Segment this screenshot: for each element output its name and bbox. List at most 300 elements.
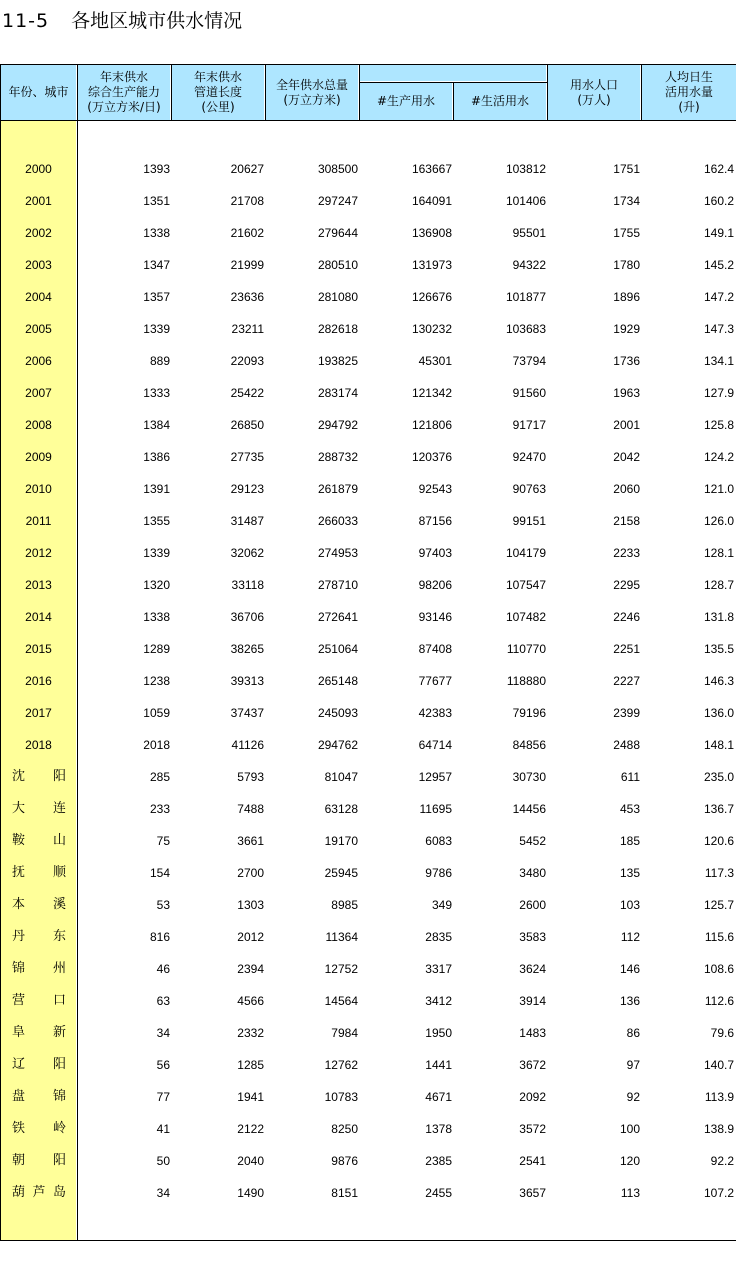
- header-production: [360, 83, 452, 120]
- table-row: [0, 729, 736, 761]
- city-char: 沈: [12, 769, 26, 784]
- population-cell: 2233: [613, 546, 640, 560]
- pipeline-cell: 7488: [237, 802, 264, 816]
- total-supply-cell: 81047: [324, 770, 358, 784]
- total-supply-cell: 266033: [317, 514, 358, 528]
- population-cell: 2295: [613, 578, 640, 592]
- population-cell: 453: [619, 802, 640, 816]
- capacity-cell: 34: [156, 1186, 170, 1200]
- per-capita-cell: 128.7: [703, 578, 734, 592]
- production-cell: 120376: [411, 450, 452, 464]
- header-pipeline-line3: (公里): [201, 100, 235, 114]
- population-cell: 2251: [613, 642, 640, 656]
- row-city-label: [12, 857, 66, 889]
- total-supply-cell: 8151: [331, 1186, 358, 1200]
- city-char: 葫: [12, 1185, 26, 1200]
- table-row: [0, 601, 736, 633]
- pipeline-cell: 1303: [237, 898, 264, 912]
- table-title: 各地区城市供水情况: [71, 10, 243, 32]
- population-cell: 135: [619, 866, 640, 880]
- header-population-line1: 用水人口: [569, 77, 618, 92]
- pipeline-cell: 29123: [230, 482, 264, 496]
- total-supply-cell: 63128: [324, 802, 358, 816]
- page-title: [2, 6, 242, 33]
- per-capita-cell: 138.9: [703, 1122, 734, 1136]
- pipeline-cell: 22093: [230, 354, 264, 368]
- per-capita-cell: 126.0: [703, 514, 734, 528]
- total-supply-cell: 14564: [324, 994, 358, 1008]
- capacity-cell: 53: [156, 898, 170, 912]
- city-char: 连: [52, 801, 66, 816]
- row-year-label: 2001: [25, 194, 52, 208]
- per-capita-cell: 148.1: [703, 738, 734, 752]
- per-capita-cell: 125.8: [703, 418, 734, 432]
- pipeline-cell: 2700: [237, 866, 264, 880]
- city-char: 本: [12, 897, 26, 912]
- production-cell: 131973: [411, 258, 452, 272]
- row-year-label: 2015: [25, 642, 52, 656]
- total-supply-cell: 9876: [331, 1154, 358, 1168]
- table-row: [0, 409, 736, 441]
- production-cell: 42383: [418, 706, 452, 720]
- header-capacity-line1: 年末供水: [99, 70, 148, 84]
- per-capita-cell: 115.6: [704, 930, 734, 944]
- pipeline-cell: 23636: [230, 290, 264, 304]
- header-per-capita: [642, 65, 736, 120]
- domestic-cell: 101406: [505, 194, 546, 208]
- table-row: [0, 1177, 736, 1209]
- total-supply-cell: 279644: [317, 226, 358, 240]
- production-cell: 2455: [425, 1186, 452, 1200]
- city-char: 营: [12, 993, 26, 1008]
- domestic-cell: 2600: [519, 898, 546, 912]
- production-cell: 77677: [418, 674, 452, 688]
- pipeline-cell: 3661: [237, 834, 264, 848]
- production-cell: 126676: [411, 290, 452, 304]
- row-city-label: [12, 1177, 66, 1209]
- row-city-label: [12, 889, 66, 921]
- population-cell: 120: [619, 1154, 640, 1168]
- per-capita-cell: 113.9: [704, 1090, 734, 1104]
- header-percap-line1: 人均日生: [664, 70, 713, 84]
- per-capita-cell: 140.7: [703, 1058, 734, 1072]
- per-capita-cell: 146.3: [703, 674, 734, 688]
- total-supply-cell: 251064: [317, 642, 358, 656]
- city-char: 抚: [12, 865, 26, 880]
- total-supply-cell: 272641: [317, 610, 358, 624]
- capacity-cell: 63: [156, 994, 170, 1008]
- table-row: [0, 665, 736, 697]
- per-capita-cell: 147.3: [703, 322, 734, 336]
- total-supply-cell: 261879: [317, 482, 358, 496]
- total-supply-cell: 11364: [325, 930, 358, 944]
- pipeline-cell: 1941: [237, 1090, 264, 1104]
- row-year-label: 2013: [25, 578, 52, 592]
- pipeline-cell: 32062: [230, 546, 264, 560]
- population-cell: 146: [619, 962, 640, 976]
- capacity-cell: 56: [156, 1058, 170, 1072]
- capacity-cell: 233: [149, 802, 170, 816]
- capacity-cell: 1339: [143, 546, 170, 560]
- table-row: [0, 857, 736, 889]
- rule-col5: [453, 82, 454, 121]
- row-year-label: 2003: [25, 258, 52, 272]
- row-year-label: 2018: [25, 738, 52, 752]
- production-cell: 87408: [418, 642, 452, 656]
- total-supply-cell: 245093: [317, 706, 358, 720]
- per-capita-cell: 135.5: [703, 642, 734, 656]
- city-char: 鞍: [12, 833, 26, 848]
- rule-col7: [641, 64, 642, 121]
- capacity-cell: 1393: [143, 162, 170, 176]
- header-blank-top: [360, 65, 546, 81]
- header-domestic-label: #生活用水: [470, 94, 530, 108]
- production-cell: 9786: [425, 866, 452, 880]
- population-cell: 97: [626, 1058, 640, 1072]
- total-supply-cell: 25945: [324, 866, 358, 880]
- production-cell: 6083: [425, 834, 452, 848]
- pipeline-cell: 2122: [237, 1122, 264, 1136]
- total-supply-cell: 281080: [317, 290, 358, 304]
- capacity-cell: 2018: [143, 738, 170, 752]
- city-char: 朝: [12, 1153, 26, 1168]
- population-cell: 113: [620, 1186, 640, 1200]
- domestic-cell: 73794: [512, 354, 546, 368]
- header-percap-line2: 活用水量: [664, 85, 713, 99]
- domestic-cell: 79196: [512, 706, 546, 720]
- row-city-label: [12, 793, 66, 825]
- table-row: [0, 569, 736, 601]
- row-year-label: 2000: [25, 162, 52, 176]
- row-year-label: 2016: [25, 674, 52, 688]
- production-cell: 349: [431, 898, 452, 912]
- total-supply-cell: 12762: [324, 1058, 358, 1072]
- row-city-label: [12, 1017, 66, 1049]
- per-capita-cell: 108.6: [703, 962, 734, 976]
- pipeline-cell: 20627: [230, 162, 264, 176]
- per-capita-cell: 136.0: [703, 706, 734, 720]
- domestic-cell: 103812: [505, 162, 546, 176]
- per-capita-cell: 128.1: [703, 546, 734, 560]
- rule-header-bottom: [0, 120, 736, 121]
- rule-col6: [547, 64, 548, 121]
- table-row: [0, 953, 736, 985]
- domestic-cell: 107547: [505, 578, 546, 592]
- population-cell: 1963: [613, 386, 640, 400]
- domestic-cell: 2092: [519, 1090, 546, 1104]
- table-row: [0, 537, 736, 569]
- production-cell: 3412: [425, 994, 452, 1008]
- pipeline-cell: 4566: [237, 994, 264, 1008]
- production-cell: 164091: [411, 194, 452, 208]
- header-domestic: [454, 83, 546, 120]
- production-cell: 97403: [418, 546, 452, 560]
- production-cell: 1950: [425, 1026, 452, 1040]
- city-char: 溪: [52, 897, 66, 912]
- city-char: 丹: [12, 929, 26, 944]
- rule-col2: [171, 64, 172, 121]
- row-city-label: [12, 921, 66, 953]
- table-number: 11-5: [2, 10, 50, 32]
- total-supply-cell: 7984: [331, 1026, 358, 1040]
- table-row: [0, 761, 736, 793]
- table-row: [0, 921, 736, 953]
- domestic-cell: 90763: [512, 482, 546, 496]
- table-row: [0, 505, 736, 537]
- capacity-cell: 889: [149, 354, 170, 368]
- header-production-label: #生产用水: [376, 94, 436, 108]
- production-cell: 2835: [425, 930, 452, 944]
- city-char: 锦: [12, 961, 26, 976]
- total-supply-cell: 274953: [317, 546, 358, 560]
- pipeline-cell: 41126: [231, 738, 264, 752]
- table-row: [0, 1113, 736, 1145]
- population-cell: 1734: [613, 194, 640, 208]
- population-cell: 1896: [613, 290, 640, 304]
- row-year-label: 2004: [25, 290, 52, 304]
- city-char: 州: [52, 961, 66, 976]
- row-city-label: [12, 953, 66, 985]
- table-row: [0, 1081, 736, 1113]
- pipeline-cell: 27735: [230, 450, 264, 464]
- pipeline-cell: 21708: [230, 194, 264, 208]
- table-row: [0, 889, 736, 921]
- row-year-label: 2010: [25, 482, 52, 496]
- domestic-cell: 5452: [519, 834, 546, 848]
- capacity-cell: 154: [149, 866, 170, 880]
- domestic-cell: 95501: [512, 226, 546, 240]
- table-row: [0, 377, 736, 409]
- domestic-cell: 14456: [512, 802, 546, 816]
- domestic-cell: 91717: [512, 418, 546, 432]
- production-cell: 64714: [418, 738, 452, 752]
- production-cell: 121806: [411, 418, 452, 432]
- rule-top: [0, 64, 736, 65]
- population-cell: 1929: [613, 322, 640, 336]
- pipeline-cell: 21999: [230, 258, 264, 272]
- domestic-cell: 107482: [505, 610, 546, 624]
- capacity-cell: 1238: [143, 674, 170, 688]
- pipeline-cell: 1490: [237, 1186, 264, 1200]
- city-char: 大: [12, 801, 26, 816]
- population-cell: 2488: [613, 738, 640, 752]
- total-supply-cell: 297247: [317, 194, 358, 208]
- population-cell: 1780: [613, 258, 640, 272]
- city-char: 东: [52, 929, 66, 944]
- city-char: 口: [52, 993, 66, 1008]
- per-capita-cell: 125.7: [703, 898, 734, 912]
- row-year-label: 2007: [25, 386, 52, 400]
- production-cell: 4671: [425, 1090, 452, 1104]
- domestic-cell: 101877: [505, 290, 546, 304]
- rule-col3: [265, 64, 266, 121]
- capacity-cell: 1338: [143, 226, 170, 240]
- domestic-cell: 30730: [512, 770, 546, 784]
- population-cell: 100: [619, 1122, 640, 1136]
- header-percap-line3: (升): [678, 100, 700, 114]
- pipeline-cell: 2394: [237, 962, 264, 976]
- production-cell: 1378: [425, 1122, 452, 1136]
- production-cell: 2385: [425, 1154, 452, 1168]
- pipeline-cell: 39313: [230, 674, 264, 688]
- header-pipeline-line2: 管道长度: [193, 85, 242, 99]
- row-year-label: 2014: [25, 610, 52, 624]
- capacity-cell: 1391: [143, 482, 170, 496]
- production-cell: 98206: [418, 578, 452, 592]
- total-supply-cell: 12752: [324, 962, 358, 976]
- table-row: [0, 217, 736, 249]
- table-row: [0, 185, 736, 217]
- capacity-cell: 1320: [143, 578, 170, 592]
- capacity-cell: 1347: [143, 258, 170, 272]
- capacity-cell: 1289: [143, 642, 170, 656]
- capacity-cell: 1059: [143, 706, 170, 720]
- population-cell: 2399: [613, 706, 640, 720]
- city-char: 岛: [52, 1185, 66, 1200]
- rule-bottom: [0, 1240, 736, 1241]
- production-cell: 163667: [411, 162, 452, 176]
- pipeline-cell: 2040: [237, 1154, 264, 1168]
- row-year-label: 2008: [25, 418, 52, 432]
- domestic-cell: 99151: [512, 514, 546, 528]
- row-year-label: 2002: [25, 226, 52, 240]
- header-pipeline: [172, 65, 264, 120]
- city-char: 铁: [12, 1121, 26, 1136]
- capacity-cell: 46: [156, 962, 170, 976]
- table-row: [0, 825, 736, 857]
- production-cell: 3317: [425, 962, 452, 976]
- table-row: [0, 473, 736, 505]
- city-char: 锦: [52, 1089, 66, 1104]
- domestic-cell: 1483: [519, 1026, 546, 1040]
- domestic-cell: 92470: [512, 450, 546, 464]
- city-char: 顺: [52, 865, 66, 880]
- population-cell: 2001: [613, 418, 640, 432]
- pipeline-cell: 33118: [231, 578, 264, 592]
- pipeline-cell: 38265: [230, 642, 264, 656]
- production-cell: 93146: [418, 610, 452, 624]
- domestic-cell: 3480: [519, 866, 546, 880]
- production-cell: 92543: [418, 482, 452, 496]
- pipeline-cell: 36706: [230, 610, 264, 624]
- city-char: 芦: [32, 1185, 46, 1200]
- production-cell: 136908: [411, 226, 452, 240]
- domestic-cell: 3914: [519, 994, 546, 1008]
- population-cell: 2246: [613, 610, 640, 624]
- total-supply-cell: 10783: [324, 1090, 358, 1104]
- capacity-cell: 1338: [143, 610, 170, 624]
- pipeline-cell: 37437: [230, 706, 264, 720]
- production-cell: 11695: [419, 802, 452, 816]
- row-city-label: [12, 1081, 66, 1113]
- per-capita-cell: 134.1: [703, 354, 734, 368]
- header-total-line2: (万立方米): [283, 92, 341, 107]
- header-year-city: [1, 65, 76, 120]
- table-row: [0, 1017, 736, 1049]
- per-capita-cell: 136.7: [703, 802, 734, 816]
- table-row: [0, 441, 736, 473]
- city-char: 阳: [52, 1057, 66, 1072]
- capacity-cell: 1384: [143, 418, 170, 432]
- population-cell: 2042: [613, 450, 640, 464]
- capacity-cell: 1339: [143, 322, 170, 336]
- domestic-cell: 3657: [519, 1186, 546, 1200]
- total-supply-cell: 283174: [317, 386, 358, 400]
- per-capita-cell: 121.0: [703, 482, 734, 496]
- header-capacity-line3: (万立方米/日): [87, 100, 161, 114]
- domestic-cell: 3672: [519, 1058, 546, 1072]
- header-capacity: [78, 65, 170, 120]
- domestic-cell: 91560: [512, 386, 546, 400]
- city-char: 阜: [12, 1025, 26, 1040]
- population-cell: 103: [619, 898, 640, 912]
- population-cell: 611: [620, 770, 640, 784]
- row-year-label: 2017: [25, 706, 52, 720]
- production-cell: 45301: [418, 354, 452, 368]
- per-capita-cell: 162.4: [703, 162, 734, 176]
- population-cell: 112: [620, 930, 640, 944]
- per-capita-cell: 147.2: [703, 290, 734, 304]
- table-row: [0, 281, 736, 313]
- capacity-cell: 41: [156, 1122, 170, 1136]
- population-cell: 92: [626, 1090, 640, 1104]
- per-capita-cell: 149.1: [703, 226, 734, 240]
- row-city-label: [12, 1049, 66, 1081]
- capacity-cell: 1386: [143, 450, 170, 464]
- table-row: [0, 985, 736, 1017]
- per-capita-cell: 120.6: [703, 834, 734, 848]
- population-cell: 86: [626, 1026, 640, 1040]
- domestic-cell: 2541: [519, 1154, 546, 1168]
- domestic-cell: 110770: [506, 642, 546, 656]
- total-supply-cell: 280510: [317, 258, 358, 272]
- production-cell: 87156: [418, 514, 452, 528]
- per-capita-cell: 124.2: [703, 450, 734, 464]
- capacity-cell: 34: [156, 1026, 170, 1040]
- per-capita-cell: 235.0: [703, 770, 734, 784]
- per-capita-cell: 145.2: [703, 258, 734, 272]
- population-cell: 2227: [613, 674, 640, 688]
- total-supply-cell: 8250: [331, 1122, 358, 1136]
- domestic-cell: 84856: [512, 738, 546, 752]
- per-capita-cell: 127.9: [703, 386, 734, 400]
- table-row: [0, 345, 736, 377]
- city-char: 阳: [52, 1153, 66, 1168]
- total-supply-cell: 278710: [317, 578, 358, 592]
- population-cell: 136: [619, 994, 640, 1008]
- row-city-label: [12, 761, 66, 793]
- table-row: [0, 1145, 736, 1177]
- population-cell: 1736: [613, 354, 640, 368]
- pipeline-cell: 23211: [231, 322, 264, 336]
- per-capita-cell: 112.6: [704, 994, 734, 1008]
- header-year-city-label: 年份、城市: [8, 85, 69, 99]
- table-row: [0, 313, 736, 345]
- table-row: [0, 633, 736, 665]
- table-row: [0, 249, 736, 281]
- city-char: 辽: [12, 1057, 26, 1072]
- pipeline-cell: 31487: [230, 514, 264, 528]
- per-capita-cell: 92.2: [710, 1154, 734, 1168]
- pipeline-cell: 2012: [237, 930, 264, 944]
- row-year-label: 2009: [25, 450, 52, 464]
- per-capita-cell: 160.2: [703, 194, 734, 208]
- total-supply-cell: 19170: [324, 834, 358, 848]
- header-pipeline-line1: 年末供水: [193, 70, 242, 84]
- table-row: [0, 793, 736, 825]
- per-capita-cell: 79.6: [710, 1026, 734, 1040]
- capacity-cell: 75: [156, 834, 170, 848]
